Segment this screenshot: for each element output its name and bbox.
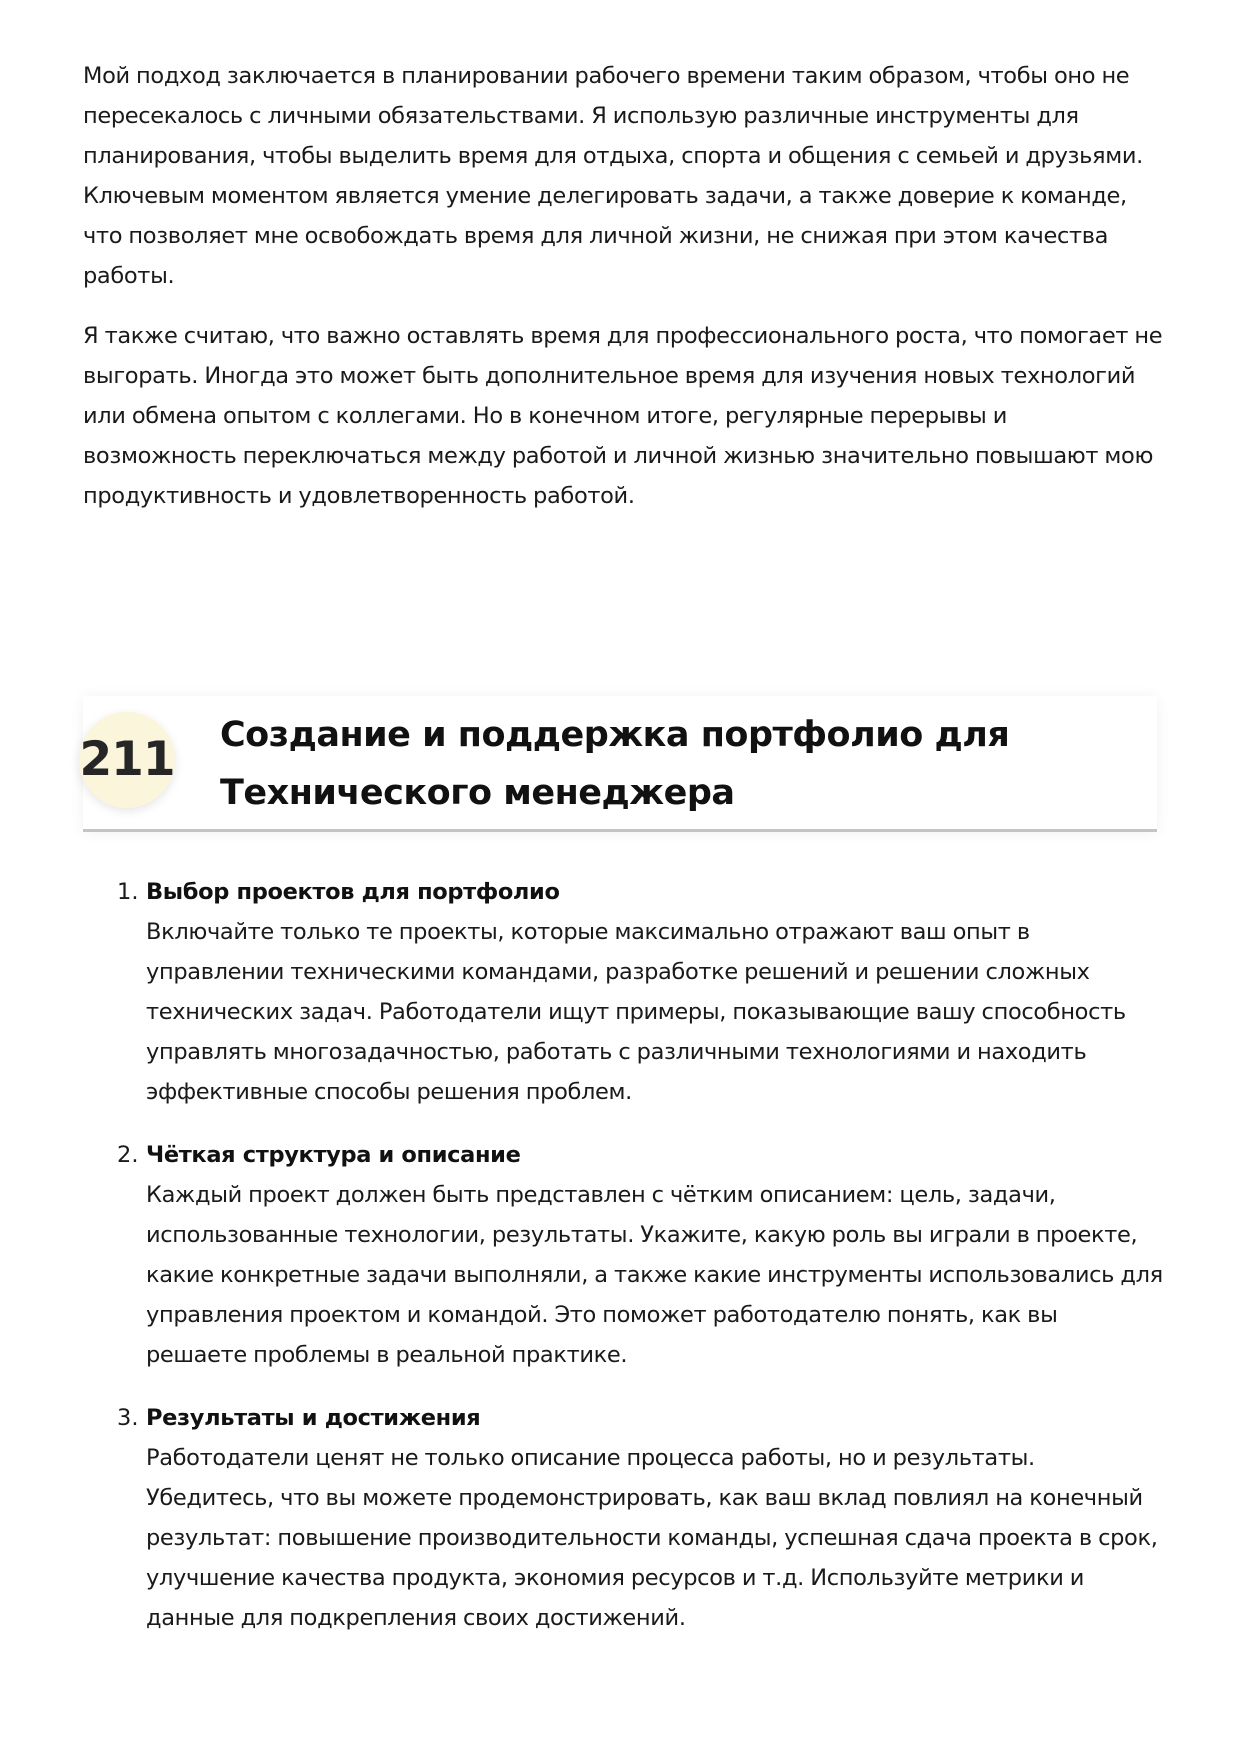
list-item [83,1135,1163,1375]
step-text: Каждый проект должен быть представлен с чётким описанием: цель, задачи, использованные технологии, результаты. Укажите, какую роль вы играли в проекте, какие конкретные задачи выполняли, а также какие инструменты использовались для управления проектом и командой. Это поможет работодателю понять, как вы решаете проблемы в реальной практике. [146,1182,1163,1368]
intro-paragraph: Я также считаю, что важно оставлять время для профессионального роста, что помогает не выгорать. Иногда это может быть дополнительное время для изучения новых технологий или обмена опытом с коллегами. Но в конечном итоге, регулярные перерывы и возможность переключаться между работой и личной жизнью значительно повышают мою продуктивность и удовлетворенность работой. [83,323,1163,509]
step-text: Работодатели ценят не только описание процесса работы, но и результаты. Убедитесь, что вы можете продемонстрировать, как ваш вклад повлиял на конечный результат: повышение производительности команды, успешная сдача проекта в срок, улучшение качества продукта, экономия ресурсов и т.д. Используйте метрики и данные для подкрепления своих достижений. [146,1445,1158,1631]
list-item [83,872,1163,1112]
list-item [83,1398,1163,1638]
step-text: Включайте только те проекты, которые максимально отражают ваш опыт в управлении техническими командами, разработке решений и решении сложных технических задач. Работодатели ищут примеры, показывающие вашу способность управлять многозадачностью, работать с различными технологиями и находить эффективные способы решения проблем. [146,919,1126,1105]
chapter-number-badge: 211 [79,712,175,808]
step-number: 1. [117,879,139,905]
intro-paragraph: Мой подход заключается в планировании рабочего времени таким образом, чтобы оно не пересекалось с личными обязательствами. Я использую различные инструменты для планирования, чтобы выделить время для отдыха, спорта и общения с семьей и друзьями. Ключевым моментом является умение делегировать задачи, а также доверие к команде, что позволяет мне освобождать время для личной жизни, не снижая при этом качества работы. [83,63,1143,289]
step-number: 2. [117,1142,139,1168]
chapter-title: Создание и поддержка портфолио для Технического менеджера [220,715,1010,813]
step-title: Результаты и достижения [146,1405,481,1431]
chapter-header [79,696,1157,832]
step-title: Чёткая структура и описание [146,1142,521,1168]
steps-list [83,872,1163,1661]
step-title: Выбор проектов для портфолио [146,879,560,905]
step-number: 3. [117,1405,139,1431]
intro-section [83,56,1163,536]
